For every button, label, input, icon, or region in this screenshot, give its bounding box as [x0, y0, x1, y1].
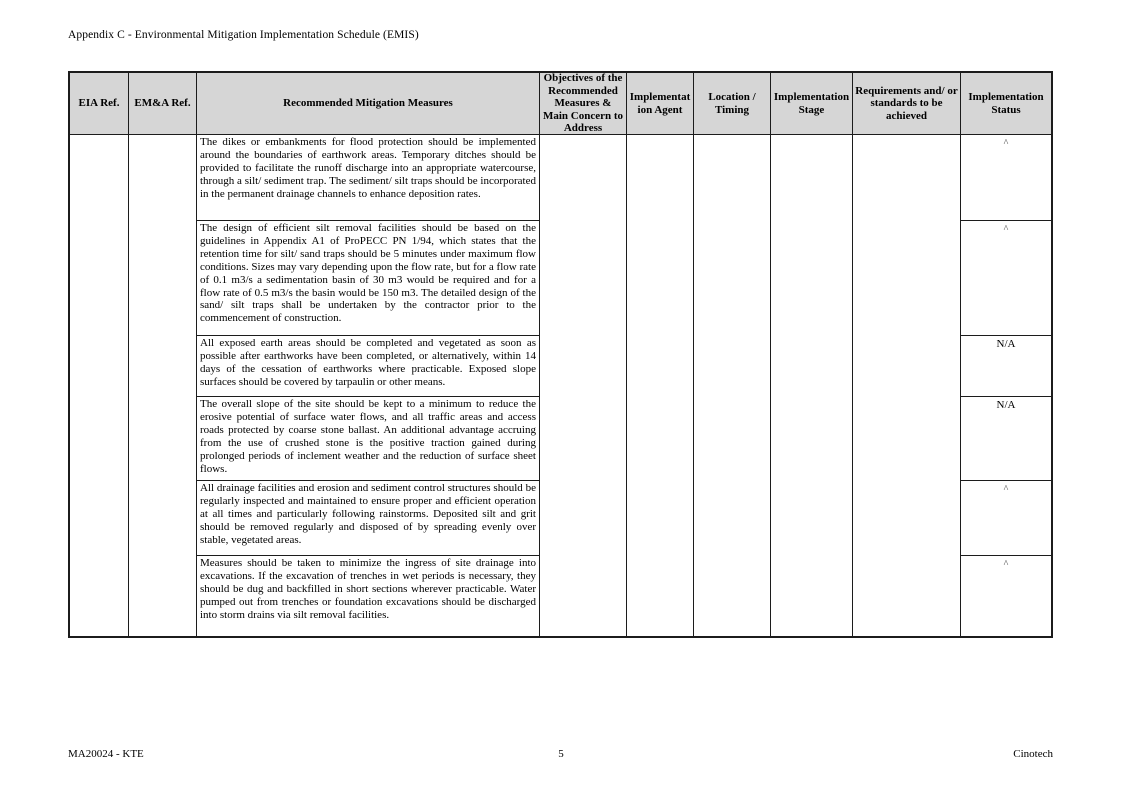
- emis-table: [68, 71, 1053, 638]
- footer-company: Cinotech: [1013, 748, 1053, 760]
- table-header-row: [70, 73, 1051, 135]
- table-header-implementation-agent: Implementation Agent: [627, 73, 694, 134]
- table-header-ema-ref: EM&A Ref.: [129, 73, 197, 134]
- footer-page-number: 5: [558, 748, 564, 760]
- table-header-requirements: Requirements and/ or standards to be achieved: [853, 73, 961, 134]
- measure-cell: The design of efficient silt removal facilities should be based on the guidelines in Appendix A1 of ProPECC PN 1/94, which states that the retention time for silt/ sand traps should be 5 minutes under maximum flow conditions. Sizes may vary depending upon the flow rate, but for a flow rate of 0.1 m3/s a sedimentation basin of 30 m3 would be required and for a flow rate of 0.5 m3/s the basin would be 150 m3. The detailed design of the sand/ silt traps shall be undertaken by the contractor prior to the commencement of construction.: [197, 221, 539, 336]
- status-cell: N/A: [961, 336, 1051, 397]
- measure-cell: The overall slope of the site should be kept to a minimum to reduce the erosive potential of surface water flows, and all traffic areas and access roads protected by coarse stone ballast. An additional advantage accruing from the use of crushed stone is the positive traction gained during prolonged periods of inclement weather and the reduction of surface sheet flows.: [197, 397, 539, 481]
- table-body: [70, 135, 1051, 638]
- page-footer: [0, 748, 1122, 762]
- column-objectives-empty: [540, 135, 627, 638]
- column-implementation-agent-empty: [627, 135, 694, 638]
- measure-cell: The dikes or embankments for flood protection should be implemented around the boundaries of earthwork areas. Temporary ditches should be provided to facilitate the runoff discharge into an appropriate watercourse, through a silt/ sediment trap. The sediment/ silt traps should be incorporated in the permanent drainage channels to enhance deposition rates.: [197, 135, 539, 221]
- footer-project-ref: MA20024 - KTE: [68, 748, 144, 760]
- column-requirements-empty: [853, 135, 961, 638]
- column-implementation-stage-empty: [771, 135, 853, 638]
- table-header-eia-ref: EIA Ref.: [70, 73, 129, 134]
- table-header-location-timing: Location / Timing: [694, 73, 771, 134]
- measure-cell: Measures should be taken to minimize the ingress of site drainage into excavations. If the excavation of trenches in wet periods is necessary, they should be dug and backfilled in short sections wherever practicable. Water pumped out from trenches or foundation excavations should be discharged into storm drains via silt removal facilities.: [200, 557, 536, 621]
- table-header-measures: Recommended Mitigation Measures: [197, 73, 540, 134]
- status-cell: N/A: [961, 397, 1051, 481]
- column-ema-ref-empty: [129, 135, 197, 638]
- page-title: Appendix C - Environmental Mitigation Implementation Schedule (EMIS): [68, 29, 419, 41]
- table-header-objectives: Objectives of the Recommended Measures & Main Concern to Address: [540, 73, 627, 134]
- status-cell: ^: [1003, 559, 1009, 570]
- measure-cell: All exposed earth areas should be completed and vegetated as soon as possible after earthworks have been completed, or alternatively, within 14 days of the cessation of earthworks where practicable. Exposed slope surfaces should be covered by tarpaulin or other means.: [197, 336, 539, 397]
- column-mitigation-measures: [197, 135, 540, 638]
- status-cell: ^: [961, 481, 1051, 556]
- table-header-implementation-stage: Implementation Stage: [771, 73, 853, 134]
- column-location-timing-empty: [694, 135, 771, 638]
- table-header-implementation-status: Implementation Status: [968, 91, 1044, 116]
- column-implementation-status: [961, 135, 1051, 638]
- status-cell: ^: [961, 221, 1051, 336]
- column-eia-ref-empty: [70, 135, 129, 638]
- status-cell: ^: [961, 135, 1051, 221]
- measure-cell: All drainage facilities and erosion and sediment control structures should be regularly inspected and maintained to ensure proper and efficient operation at all times and particularly following rainstorms. Deposited silt and grit should be removed regularly and disposed of by spreading evenly over stable, vegetated areas.: [197, 481, 539, 556]
